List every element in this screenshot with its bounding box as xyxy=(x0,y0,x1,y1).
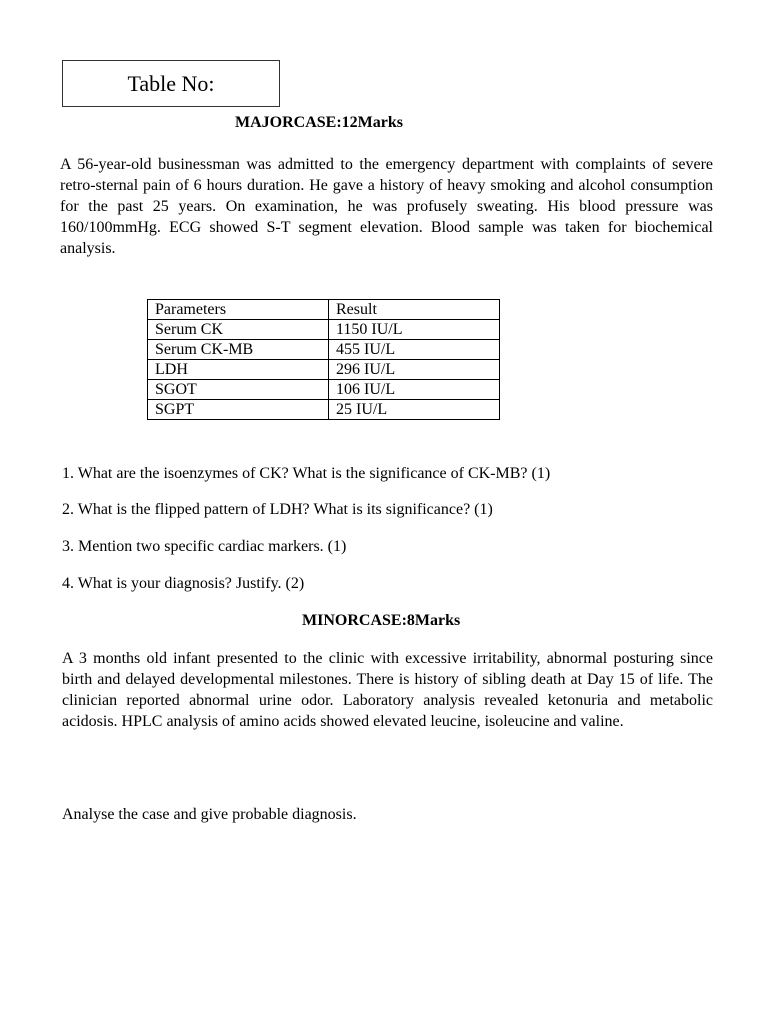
minor-case-heading: MINORCASE:8Marks xyxy=(302,612,461,629)
question-4: 4. What is your diagnosis? Justify. (2) xyxy=(62,575,305,592)
table-no-box xyxy=(62,60,280,107)
results-table xyxy=(147,299,500,420)
parameter-cell: LDH xyxy=(148,360,329,380)
header-result: Result xyxy=(329,300,500,320)
parameter-cell: SGPT xyxy=(148,400,329,420)
result-cell: 25 IU/L xyxy=(329,400,500,420)
table-row xyxy=(148,320,500,340)
question-3: 3. Mention two specific cardiac markers. (1) xyxy=(62,538,347,555)
parameter-cell: Serum CK xyxy=(148,320,329,340)
table-header-row xyxy=(148,300,500,320)
result-cell: 296 IU/L xyxy=(329,360,500,380)
minor-case-description: A 3 months old infant presented to the clinic with excessive irritability, abnormal posturing since birth and delayed developmental milestones. There is history of sibling death at Day 15 of life. The clinician reported abnormal urine odor. Laboratory analysis revealed ketonuria and metabolic acidosis. HPLC analysis of amino acids showed elevated leucine, isoleucine and valine. xyxy=(62,650,713,730)
question-2: 2. What is the flipped pattern of LDH? What is its significance? (1) xyxy=(62,501,493,518)
parameter-cell: Serum CK-MB xyxy=(148,340,329,360)
table-no-label: Table No: xyxy=(127,70,215,96)
result-cell: 106 IU/L xyxy=(329,380,500,400)
table-row xyxy=(148,340,500,360)
header-parameters: Parameters xyxy=(148,300,329,320)
table-row xyxy=(148,360,500,380)
major-case-description: A 56-year-old businessman was admitted to the emergency department with complaints of severe retro-sternal pain of 6 hours duration. He gave a history of heavy smoking and alcohol consumption for the past 25 years. On examination, he was profusely sweating. His blood pressure was 160/100mmHg. ECG showed S-T segment elevation. Blood sample was taken for biochemical analysis. xyxy=(60,156,713,257)
parameter-cell: SGOT xyxy=(148,380,329,400)
question-1: 1. What are the isoenzymes of CK? What is the significance of CK-MB? (1) xyxy=(62,465,551,482)
minor-case-task: Analyse the case and give probable diagnosis. xyxy=(62,806,357,823)
table-row xyxy=(148,380,500,400)
major-case-heading: MAJORCASE:12Marks xyxy=(235,114,403,131)
result-cell: 1150 IU/L xyxy=(329,320,500,340)
result-cell: 455 IU/L xyxy=(329,340,500,360)
table-row xyxy=(148,400,500,420)
